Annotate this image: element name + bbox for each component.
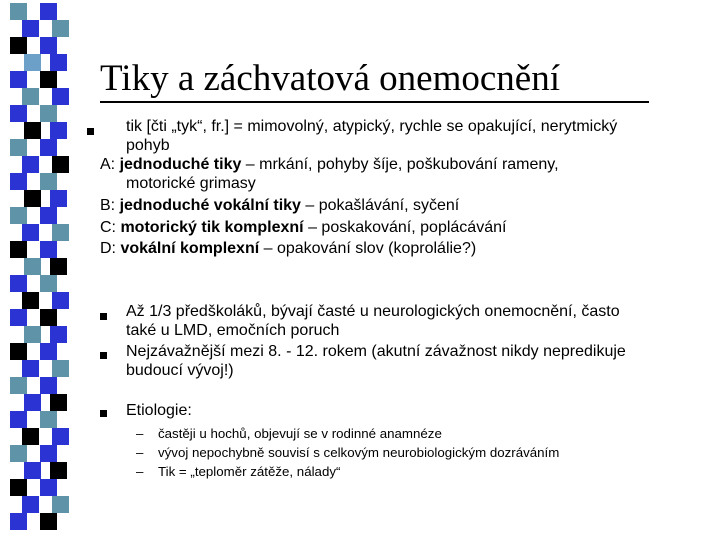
decorative-square bbox=[22, 292, 39, 309]
decorative-square bbox=[50, 54, 67, 71]
decorative-square bbox=[10, 173, 27, 190]
tic-definition-line: pohyb bbox=[126, 137, 170, 154]
decorative-square bbox=[10, 513, 27, 530]
decorative-square bbox=[52, 224, 69, 241]
bullet-square-icon bbox=[87, 128, 94, 135]
decorative-square bbox=[24, 326, 41, 343]
decorative-square bbox=[10, 139, 27, 156]
decorative-square bbox=[50, 462, 67, 479]
decorative-square bbox=[22, 156, 39, 173]
decorative-square-strip bbox=[0, 0, 68, 540]
decorative-square bbox=[24, 258, 41, 275]
prevalence-line: Až 1/3 předškoláků, bývají časté u neurologických onemocnění, často bbox=[126, 303, 620, 320]
decorative-square bbox=[10, 207, 27, 224]
decorative-square bbox=[10, 37, 27, 54]
decorative-square bbox=[22, 496, 39, 513]
tic-definition-line: tik [čti „tyk“, fr.] = mimovolný, atypický, rychle se opakující, nerytmický bbox=[126, 118, 618, 135]
decorative-square bbox=[52, 20, 69, 37]
bullet-square-icon bbox=[100, 410, 107, 417]
decorative-square bbox=[40, 3, 57, 20]
decorative-square bbox=[40, 37, 57, 54]
decorative-square bbox=[22, 360, 39, 377]
decorative-square bbox=[40, 241, 57, 258]
decorative-square bbox=[50, 258, 67, 275]
decorative-square bbox=[24, 122, 41, 139]
decorative-square bbox=[50, 190, 67, 207]
tic-type-a: A: jednoduché tiky – mrkání, pohyby šíje, poškubování rameny, bbox=[100, 156, 559, 173]
tic-type-c: C: motorický tik komplexní – poskakování, poplácávání bbox=[100, 219, 507, 236]
title-underline bbox=[100, 101, 649, 103]
etiology-heading: Etiologie: bbox=[126, 402, 192, 419]
decorative-square bbox=[10, 3, 27, 20]
tic-type-a-continuation: motorické grimasy bbox=[126, 175, 256, 192]
decorative-square bbox=[40, 513, 57, 530]
decorative-square bbox=[52, 428, 69, 445]
decorative-square bbox=[24, 190, 41, 207]
decorative-square bbox=[22, 224, 39, 241]
etiology-item: Tik = „teploměr zátěže, nálady“ bbox=[158, 464, 341, 479]
decorative-square bbox=[24, 54, 41, 71]
tic-type-d: D: vokální komplexní – opakování slov (koprolálie?) bbox=[100, 240, 477, 257]
tic-type-b: B: jednoduché vokální tiky – pokašlávání, syčení bbox=[100, 197, 460, 214]
decorative-square bbox=[40, 377, 57, 394]
etiology-item: častěji u hochů, objevují se v rodinné anamnéze bbox=[158, 426, 442, 441]
decorative-square bbox=[40, 479, 57, 496]
decorative-square bbox=[10, 71, 27, 88]
decorative-square bbox=[10, 275, 27, 292]
decorative-square bbox=[22, 428, 39, 445]
decorative-square bbox=[40, 207, 57, 224]
decorative-square bbox=[50, 326, 67, 343]
decorative-square bbox=[40, 275, 57, 292]
decorative-square bbox=[24, 462, 41, 479]
etiology-item: vývoj nepochybně souvisí s celkovým neurobiologickým dozráváním bbox=[158, 445, 560, 460]
decorative-square bbox=[40, 173, 57, 190]
decorative-square bbox=[52, 360, 69, 377]
peak-age-line: budoucí vývoj!) bbox=[126, 362, 234, 379]
decorative-square bbox=[52, 292, 69, 309]
decorative-square bbox=[40, 411, 57, 428]
decorative-square bbox=[24, 394, 41, 411]
decorative-square bbox=[22, 20, 39, 37]
decorative-square bbox=[40, 139, 57, 156]
decorative-square bbox=[10, 377, 27, 394]
bullet-square-icon bbox=[100, 352, 107, 359]
bullet-square-icon bbox=[100, 313, 107, 320]
decorative-square bbox=[50, 122, 67, 139]
sub-bullet-dash-icon: – bbox=[136, 426, 144, 441]
decorative-square bbox=[10, 309, 27, 326]
sub-bullet-dash-icon: – bbox=[136, 445, 144, 460]
decorative-square bbox=[52, 156, 69, 173]
decorative-square bbox=[50, 394, 67, 411]
decorative-square bbox=[10, 343, 27, 360]
decorative-square bbox=[10, 105, 27, 122]
decorative-square bbox=[40, 445, 57, 462]
prevalence-line: také u LMD, emočních poruch bbox=[126, 322, 340, 339]
slide-title: Tiky a záchvatová onemocnění bbox=[100, 58, 560, 99]
sub-bullet-dash-icon: – bbox=[136, 464, 144, 479]
decorative-square bbox=[40, 71, 57, 88]
decorative-square bbox=[52, 496, 69, 513]
decorative-square bbox=[10, 411, 27, 428]
decorative-square bbox=[52, 88, 69, 105]
decorative-square bbox=[40, 105, 57, 122]
decorative-square bbox=[40, 309, 57, 326]
decorative-square bbox=[22, 88, 39, 105]
decorative-square bbox=[10, 241, 27, 258]
peak-age-line: Nejzávažnější mezi 8. - 12. rokem (akutní závažnost nikdy nepredikuje bbox=[126, 343, 626, 360]
decorative-square bbox=[10, 479, 27, 496]
decorative-square bbox=[10, 445, 27, 462]
decorative-square bbox=[40, 343, 57, 360]
